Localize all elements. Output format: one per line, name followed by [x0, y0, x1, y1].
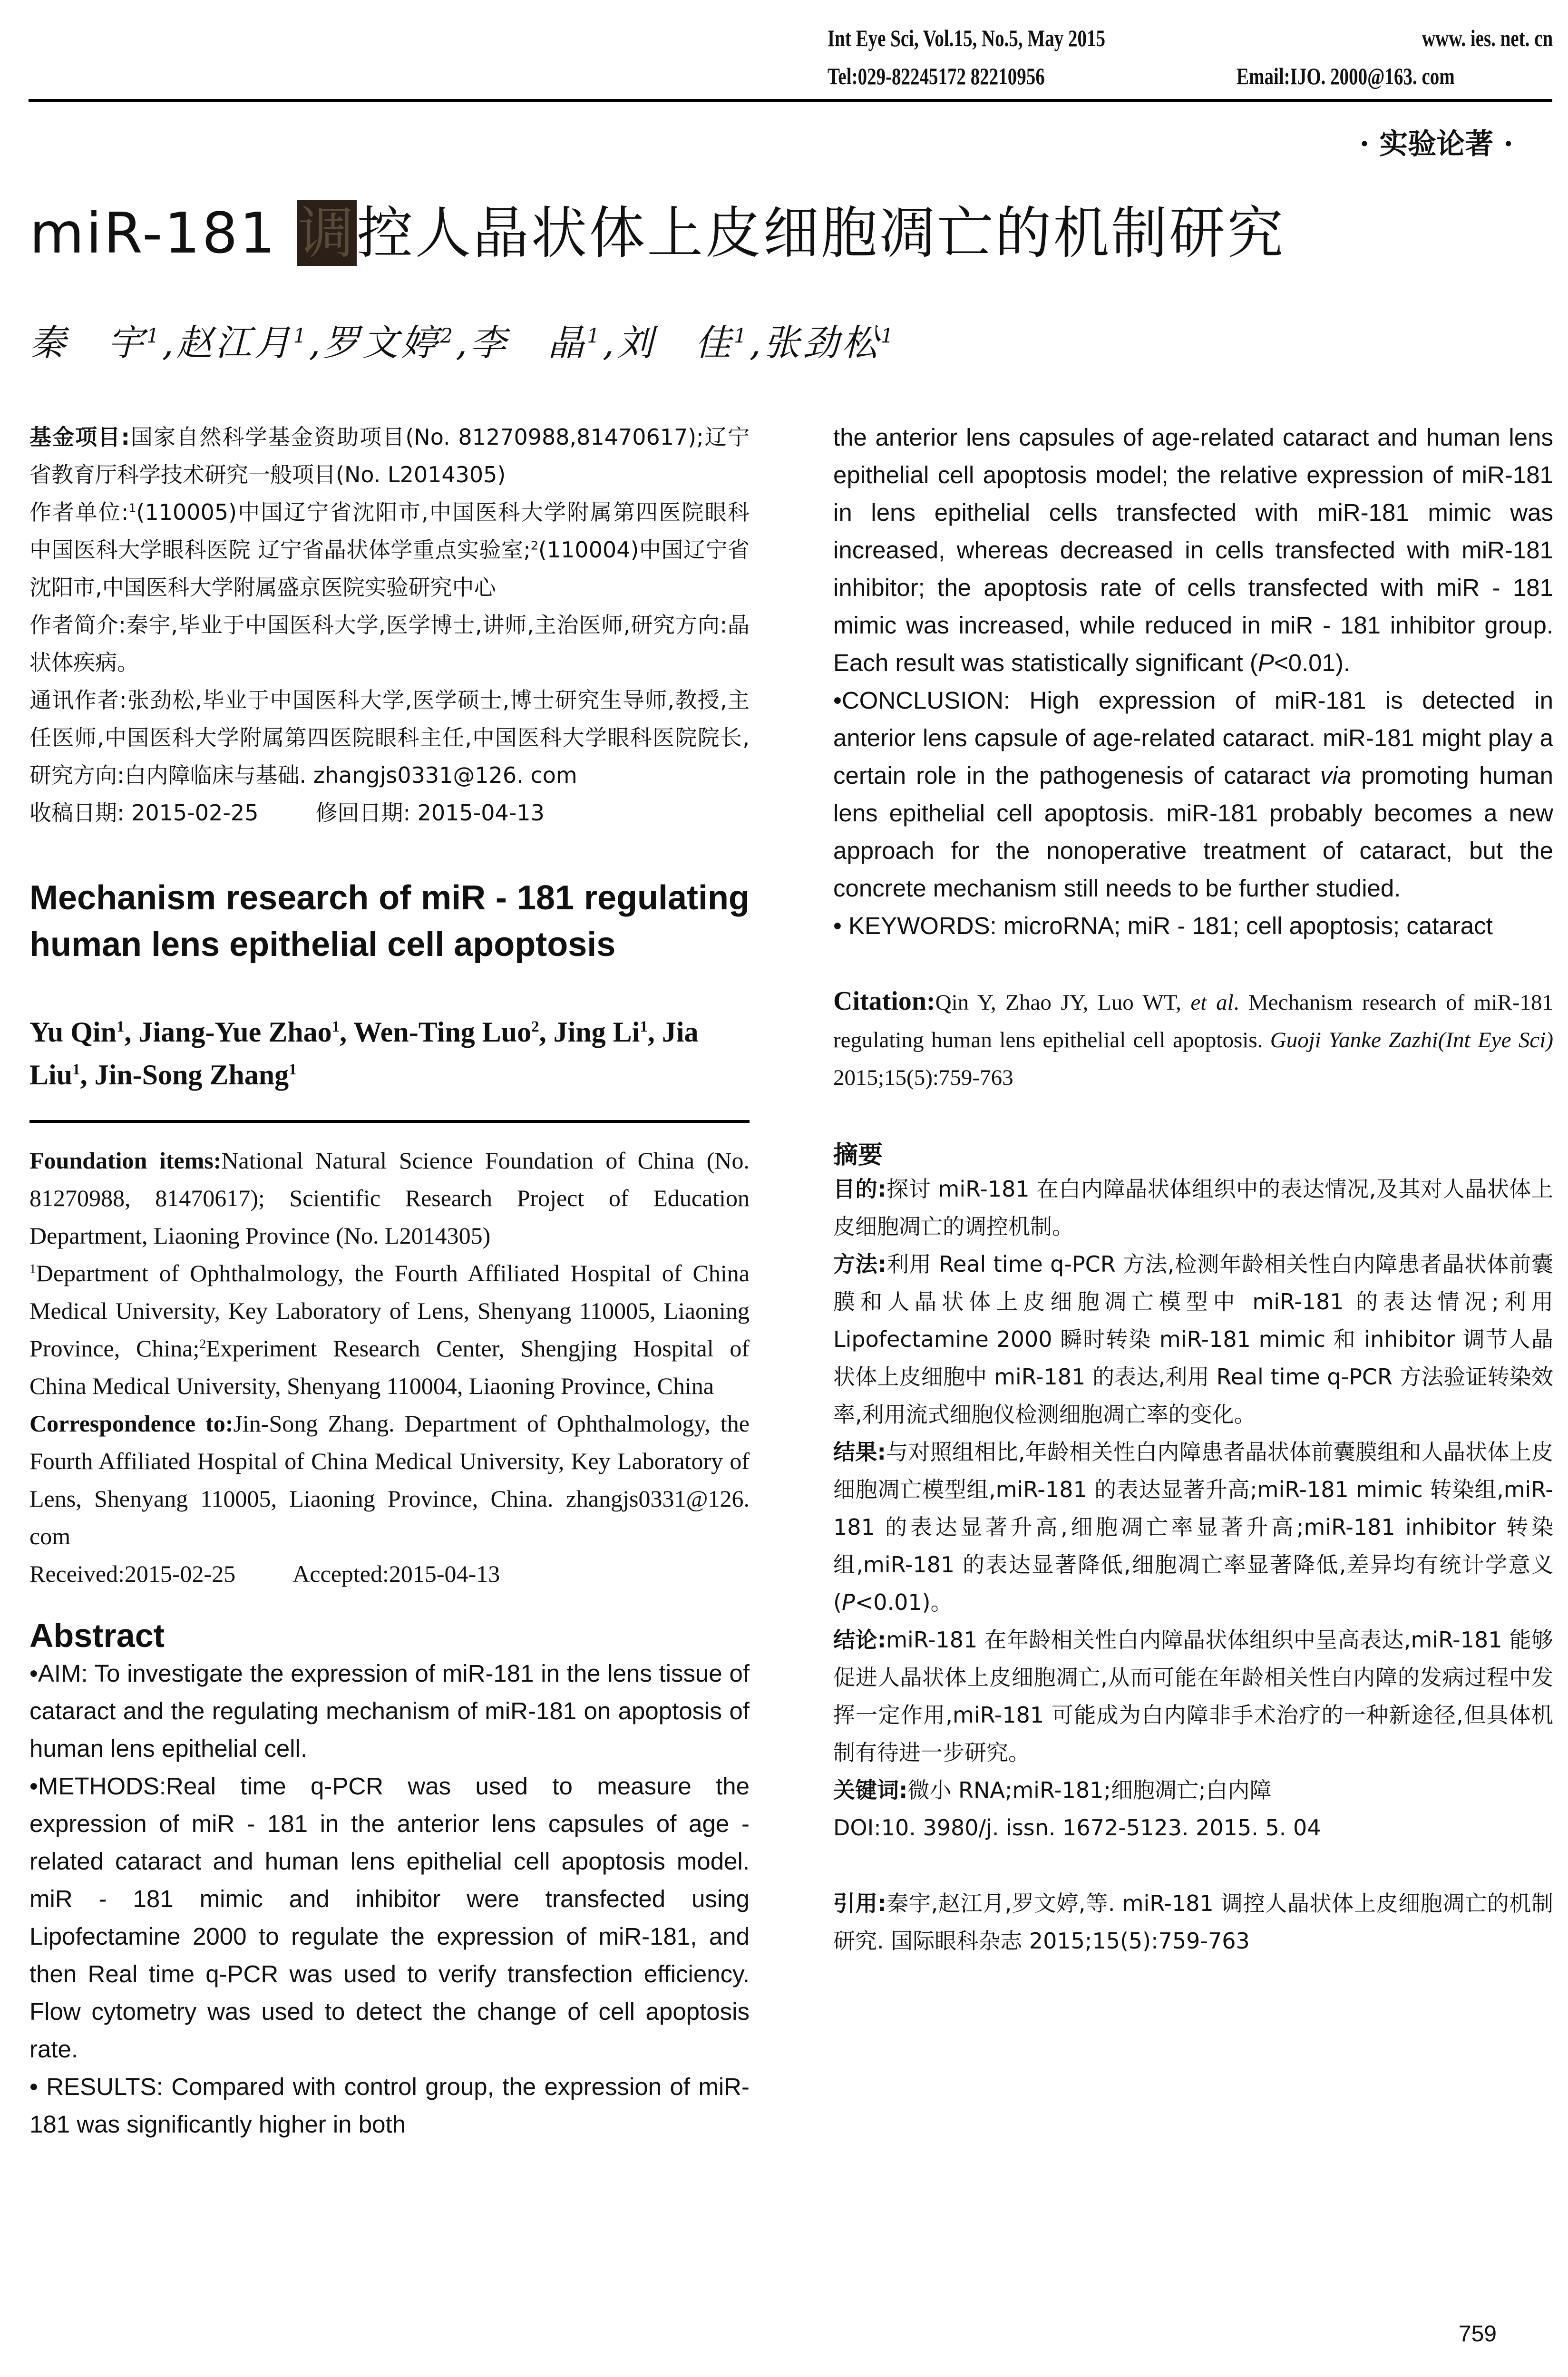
authors-cn: 秦 宇$^1$,赵江月$^1$,罗文婷$^2$,李 晶$^1$,刘 佳$^1$,张劲松$^1$: [29, 321, 896, 364]
abstract-cn-results: 结果:与对照组相比,年龄相关性白内障患者晶状体前囊膜组和人晶状体上皮细胞凋亡模型组,miR-181 的表达显著升高;miR-181 mimic 转染组,miR-181 的表达显著升高,细胞凋亡率显著升高;miR-181 inhibitor 转染组,miR-181 的表达显著降低,细胞凋亡率显著降低,差异均有统计学意义(P<0.01)。: [833, 1439, 1554, 1615]
corresponding-author-cn: 通讯作者:张劲松,毕业于中国医科大学,医学硕士,博士研究生导师,教授,主任医师,中国医科大学附属第四医院眼科主任,中国医科大学眼科医院院长,研究方向:白内障临床与基础. zhangjs0331@126. com: [29, 687, 750, 788]
page-title-en: Mechanism research of miR - 181 regulating human lens epithelial cell apoptosis: [29, 879, 750, 964]
author-en: Jing Li$^1$: [553, 1016, 648, 1048]
authors-en: Yu Qin$^1$, Jiang-Yue Zhao$^1$, Wen-Ting Luo$^2$, Jing Li$^1$, Jia Liu$^1$, Jin-Song Zhang$^1$: [29, 1016, 699, 1091]
author-cn: 张劲松$^1$: [763, 321, 896, 364]
abstract-cn-heading: 摘要: [833, 1141, 883, 1169]
abstract-cn-aim: 目的:探讨 miR-181 在白内障晶状体组织中的表达情况,及其对人晶状体上皮细胞凋亡的调控机制。: [833, 1176, 1553, 1239]
title-prefix: miR-181: [29, 200, 297, 266]
abstract-cn-conclusion: 结论:miR-181 在年龄相关性白内障晶状体组织中呈高表达,miR-181 能够促进人晶状体上皮细胞凋亡,从而可能在年龄相关性白内障的发病过程中发挥一定作用,miR-181 可能成为白内障非手术治疗的一种新途径,但具体机制有待进一步研究。: [833, 1627, 1553, 1765]
author-en: Jiang-Yue Zhao$^1$: [138, 1016, 340, 1048]
abstract-conclusion: •CONCLUSION: High expression of miR-181 is detected in anterior lens capsule of age-related cataract. miR-181 might play a certain role in the pathogenesis of cataract via promoting human lens epithelial cell apoptosis. miR-181 probably becomes a new approach for the nonoperative treatment of cataract, but the concrete mechanism still needs to be further studied.: [833, 687, 1553, 902]
author-cn: 罗文婷$^2$: [323, 321, 456, 364]
dates-cn: 收稿日期: 2015-02-25 修回日期: 2015-04-13: [29, 800, 545, 826]
affiliations-en: $^1$Department of Ophthalmology, the Fourth Affiliated Hospital of China Medical University, Key Laboratory of Lens, Shenyang 110005, Liaoning Province, China;$^2$Experiment Research Center, Shengjing Hospital of China Medical University, Shenyang 110004, Liaoning Province, China: [29, 1260, 750, 1399]
doi[interactable]: DOI:10. 3980/j. issn. 1672-5123. 2015. 5. 04: [833, 1815, 1321, 1841]
citation-en: Citation:Qin Y, Zhao JY, Luo WT, et al. Mechanism research of miR-181 regulating human lens epithelial cell apoptosis. Guoji Yanke Zazhi(Int Eye Sci) 2015;15(5):759-763: [833, 986, 1553, 1090]
affiliation-cn: 作者单位:$^1$(110005)中国辽宁省沈阳市,中国医科大学附属第四医院眼科 中国医科大学眼科医院 辽宁省晶状体学重点实验室;$^2$(110004)中国辽宁省沈阳市,中国医科大学附属盛京医院实验研究中心: [29, 499, 750, 600]
foundation-items-en: Foundation items:National Natural Science Foundation of China (No. 81270988, 81470617); Scientific Research Project of Education Department, Liaoning Province (No. L2014305): [29, 1147, 750, 1249]
page-title-cn: [29, 200, 1285, 266]
author-cn: 赵江月$^1$: [176, 321, 309, 364]
correspondence-en: Correspondence to:Jin-Song Zhang. Department of Ophthalmology, the Fourth Affiliated Hospital of China Medical University, Key Laboratory of Lens, Shenyang 110005, Liaoning Province, China. zhangjs0331@126. com: [29, 1410, 750, 1549]
author-cn: 秦 宇$^1$: [29, 321, 162, 364]
page-number: 759: [1458, 2321, 1497, 2347]
journal-tel: Tel:029-82245172 82210956: [828, 63, 1045, 89]
divider-rule: [29, 1120, 750, 1123]
right-column: [833, 419, 1553, 1960]
citation-cn: 引用:秦宇,赵江月,罗文婷,等. miR-181 调控人晶状体上皮细胞凋亡的机制研究. 国际眼科杂志 2015;15(5):759-763: [833, 1890, 1553, 1954]
author-en: Wen-Ting Luo$^2$: [353, 1016, 539, 1048]
author-en: Jin-Song Zhang$^1$: [94, 1059, 297, 1091]
journal-email[interactable]: Email:IJO. 2000@163. com: [1237, 63, 1455, 89]
section-label: · 实验论著 ·: [1359, 127, 1513, 161]
abstract-heading: Abstract: [29, 1617, 165, 1654]
author-bio-cn: 作者简介:秦宇,毕业于中国医科大学,医学博士,讲师,主治医师,研究方向:晶状体疾病。: [29, 612, 750, 675]
abstract-cn-methods: 方法:利用 Real time q-PCR 方法,检测年龄相关性白内障患者晶状体前囊膜和人晶状体上皮细胞凋亡模型中 miR-181 的表达情况;利用 Lipofectamine 2000 瞬时转染 miR-181 mimic 和 inhibitor 调节人晶状体上皮细胞中 miR-181 的表达,利用 Real time q-PCR 方法验证转染效率,利用流式细胞仪检测细胞凋亡率的变化。: [833, 1251, 1553, 1427]
author-en: Yu Qin$^1$: [29, 1016, 125, 1048]
abstract-aim: •AIM: To investigate the expression of miR-181 in the lens tissue of cataract and the regulating mechanism of miR-181 on apoptosis of human lens epithelial cell.: [29, 1660, 750, 1762]
journal-website[interactable]: www. ies. net. cn: [1422, 25, 1553, 51]
fund-cn: 基金项目:国家自然科学基金资助项目(No. 81270988,81470617);辽宁省教育厅科学技术研究一般项目(No. L2014305): [29, 424, 750, 487]
author-cn: 李 晶$^1$: [470, 321, 603, 364]
title-highlighted-char: 调: [298, 200, 356, 266]
journal-issue-line: Int Eye Sci, Vol.15, No.5, May 2015: [828, 25, 1105, 51]
front-matter-en: [29, 1142, 750, 1593]
abstract-results-cont: the anterior lens capsules of age-related cataract and human lens epithelial cell apoptosis model; the relative expression of miR-181 in lens epithelial cells transfected with miR-181 mimic was increased, whereas decreased in cells transfected with miR-181 inhibitor; the apoptosis rate of cells transfected with miR - 181 mimic was increased, while reduced in miR - 181 inhibitor group. Each result was statistically significant (P<0.01).: [833, 424, 1553, 676]
abstract-keywords: • KEYWORDS: microRNA; miR - 181; cell apoptosis; cataract: [833, 912, 1493, 939]
author-cn: 刘 佳$^1$: [617, 321, 750, 364]
dates-en: Received:2015-02-25 Accepted:2015-04-13: [29, 1560, 500, 1587]
header-rule: [29, 99, 1552, 102]
title-rest: 控人晶状体上皮细胞凋亡的机制研究: [357, 200, 1286, 266]
abstract-methods: •METHODS:Real time q-PCR was used to measure the expression of miR - 181 in the anterior lens capsules of age - related cataract and human lens epithelial cell apoptosis model. miR - 181 mimic and inhibitor were transfected using Lipofectamine 2000 to regulate the expression of miR-181, and then Real time q-PCR was used to verify transfection efficiency. Flow cytometry was used to detect the change of cell apoptosis rate.: [29, 1773, 750, 2063]
left-column: [29, 419, 750, 2143]
abstract-results-start: • RESULTS: Compared with control group, the expression of miR-181 was significantly higher in both: [29, 2073, 750, 2138]
abstract-cn-keywords: 关键词:微小 RNA;miR-181;细胞凋亡;白内障: [833, 1777, 1272, 1803]
author-en: Jia Liu$^1$: [29, 1016, 699, 1091]
